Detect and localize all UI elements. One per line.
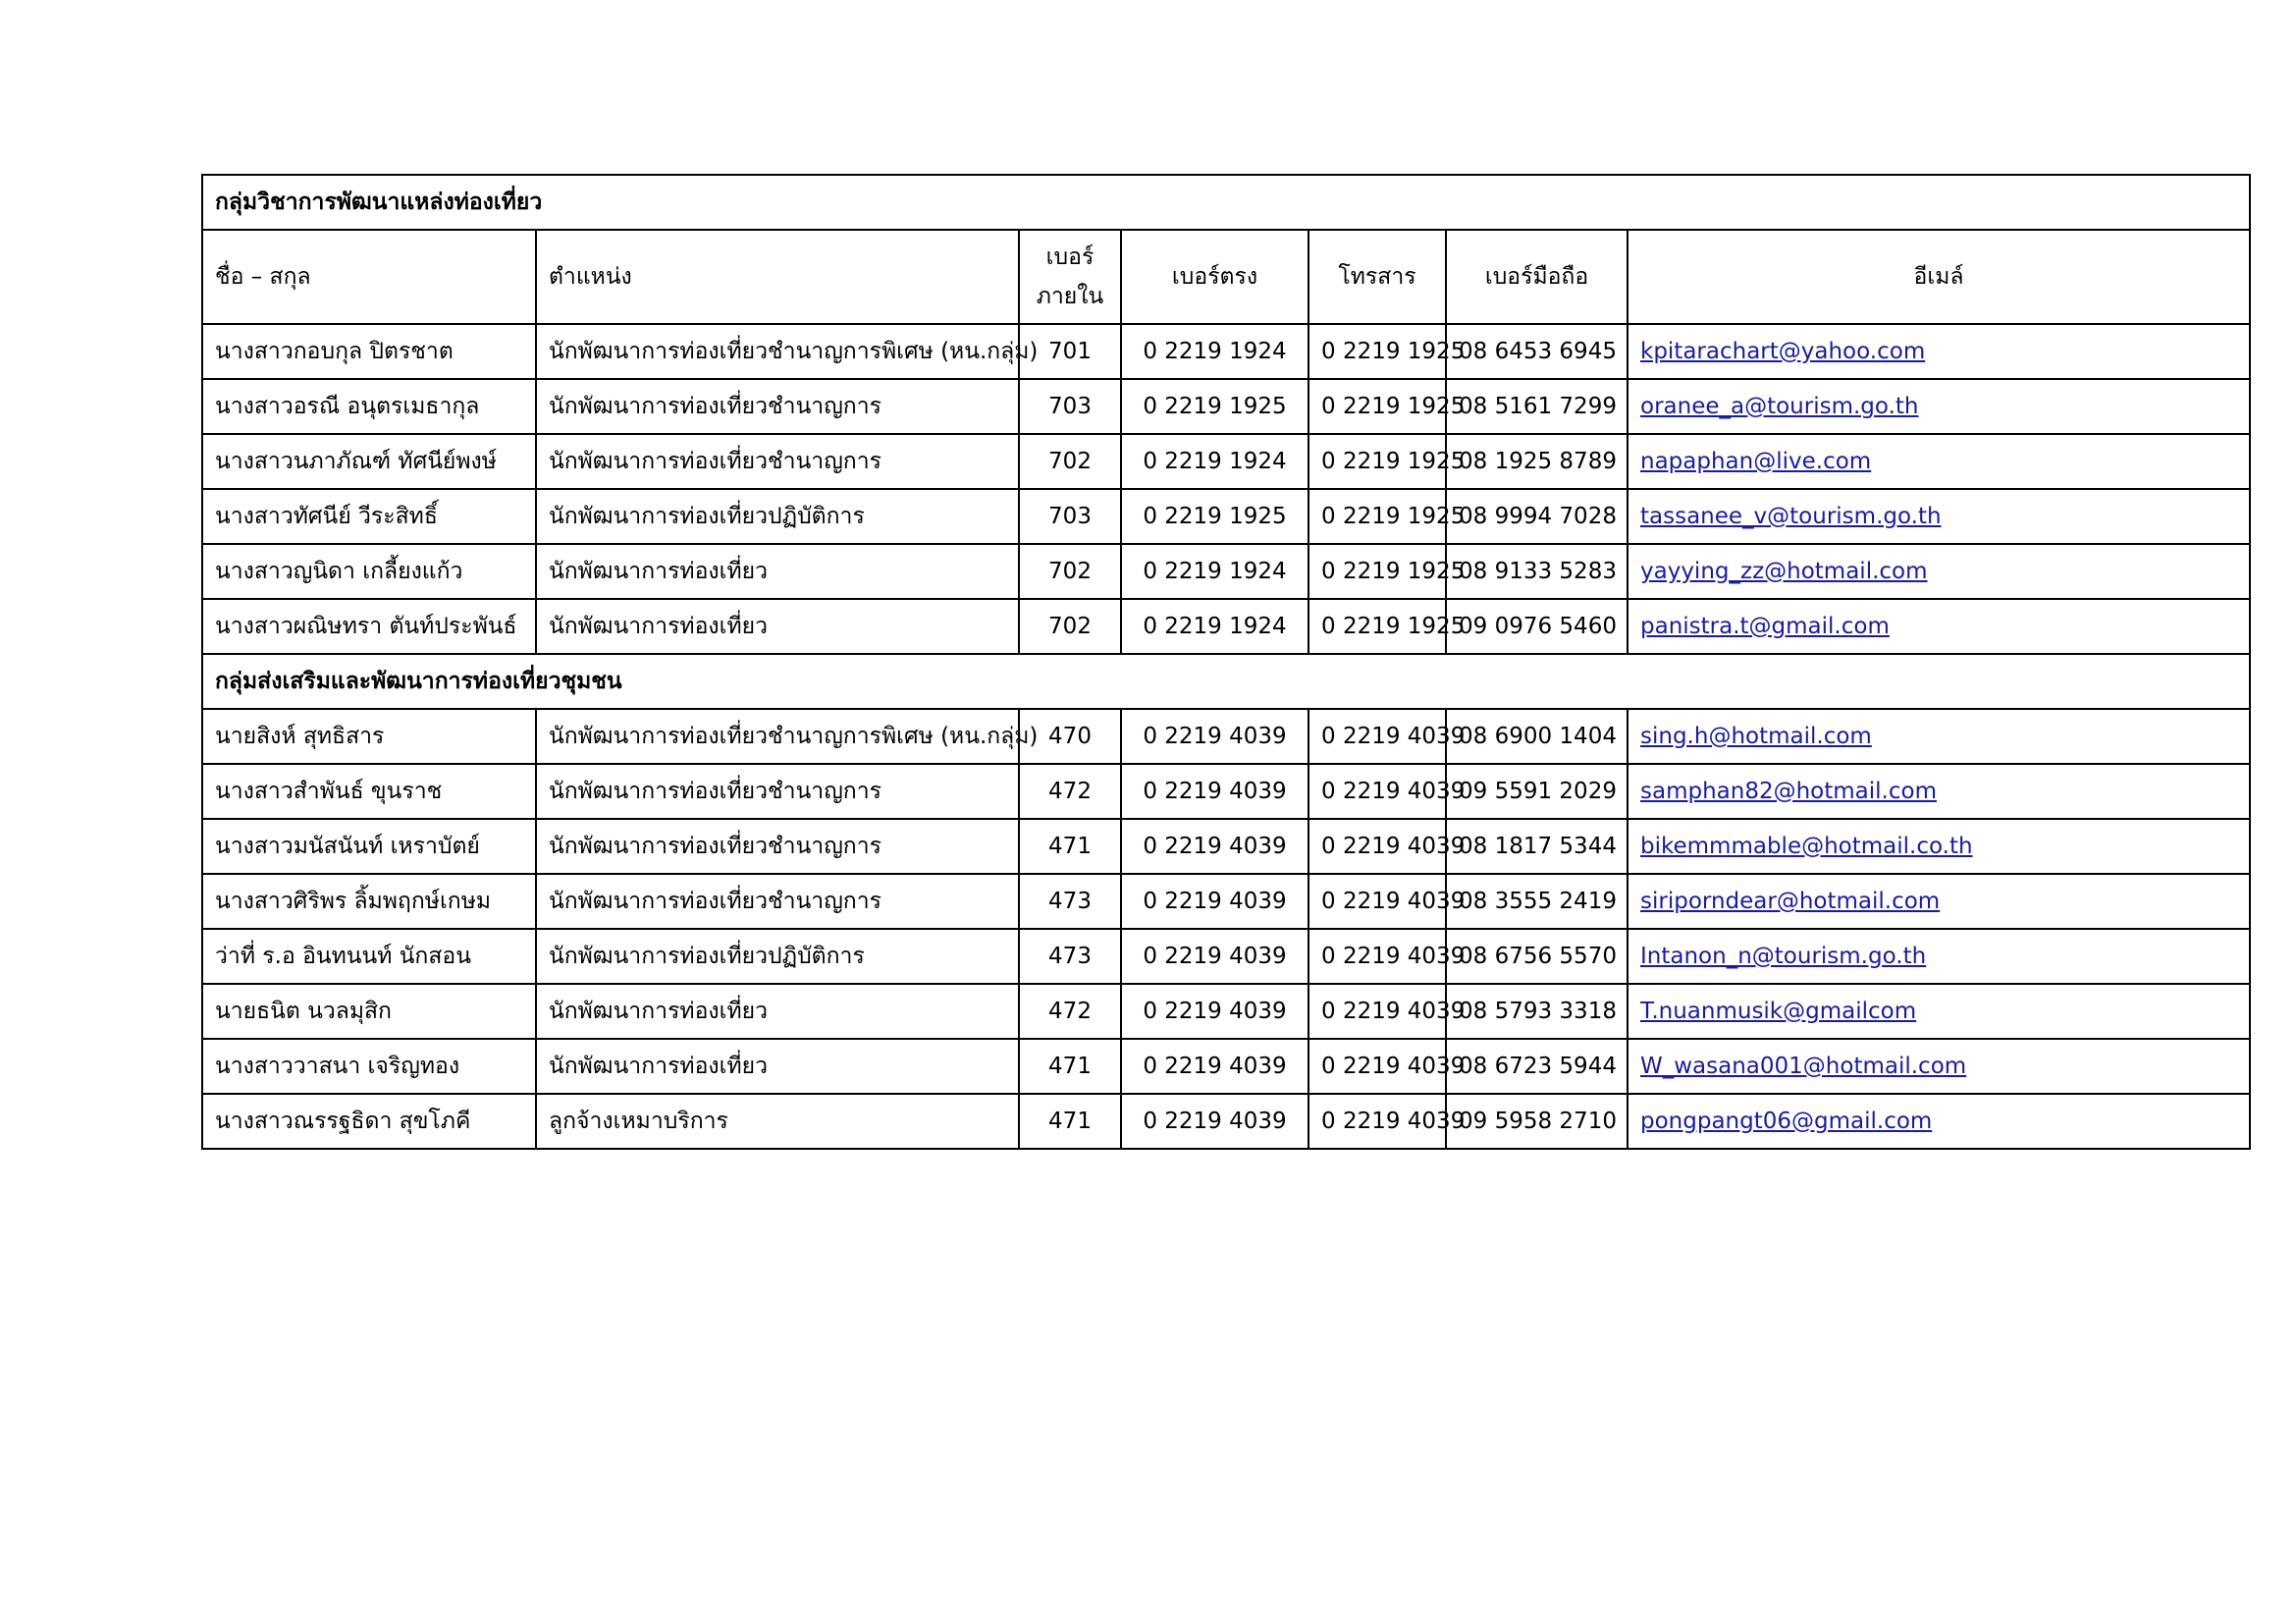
cell-name: นางสาวญนิดา เกลี้ยงแก้ว [202,544,536,599]
table-row [202,434,2250,489]
cell-mobile: 09 5591 2029 [1446,764,1628,819]
cell-email [1628,929,2250,984]
cell-direct-phone: 0 2219 4039 [1121,929,1308,984]
cell-email [1628,489,2250,544]
cell-mobile: 08 6756 5570 [1446,929,1628,984]
header-email: อีเมล์ [1628,230,2250,324]
cell-email [1628,709,2250,764]
cell-name: นางสาวผณิษทรา ตันท์ประพันธ์ [202,599,536,654]
cell-extension: 701 [1019,324,1121,379]
table-row [202,764,2250,819]
cell-extension: 702 [1019,599,1121,654]
table-row [202,324,2250,379]
cell-name: นางสาววาสนา เจริญทอง [202,1039,536,1094]
cell-fax: 0 2219 4039 [1308,929,1446,984]
cell-mobile: 08 6453 6945 [1446,324,1628,379]
email-link[interactable]: oranee_a@tourism.go.th [1640,394,1919,419]
cell-mobile: 08 1817 5344 [1446,819,1628,874]
cell-fax: 0 2219 4039 [1308,709,1446,764]
cell-extension: 702 [1019,434,1121,489]
cell-position: นักพัฒนาการท่องเที่ยวชำนาญการพิเศษ (หน.กลุ่ม) [536,709,1019,764]
cell-position: นักพัฒนาการท่องเที่ยวชำนาญการ [536,819,1019,874]
email-link[interactable]: kpitarachart@yahoo.com [1640,339,1926,364]
section-title: กลุ่มส่งเสริมและพัฒนาการท่องเที่ยวชุมชน [202,654,2250,709]
email-link[interactable]: samphan82@hotmail.com [1640,779,1937,804]
section-body-community [202,709,2250,1149]
cell-position: นักพัฒนาการท่องเที่ยวชำนาญการ [536,434,1019,489]
cell-position: นักพัฒนาการท่องเที่ยวชำนาญการ [536,764,1019,819]
cell-name: นางสาวมนัสนันท์ เหราบัตย์ [202,819,536,874]
header-position: ตำแหน่ง [536,230,1019,324]
cell-name: นางสาวอรณี อนุตรเมธากุล [202,379,536,434]
cell-email [1628,764,2250,819]
cell-extension: 473 [1019,929,1121,984]
section-title-row [202,654,2250,709]
email-link[interactable]: pongpangt06@gmail.com [1640,1109,1933,1134]
cell-email [1628,434,2250,489]
header-extension-line1: เบอร์ [1045,244,1095,270]
cell-position: นักพัฒนาการท่องเที่ยวปฏิบัติการ [536,489,1019,544]
cell-direct-phone: 0 2219 4039 [1121,1094,1308,1149]
cell-name: นางสาวณรรฐธิดา สุขโภคี [202,1094,536,1149]
cell-direct-phone: 0 2219 4039 [1121,819,1308,874]
cell-mobile: 08 3555 2419 [1446,874,1628,929]
cell-direct-phone: 0 2219 1925 [1121,489,1308,544]
cell-direct-phone: 0 2219 4039 [1121,709,1308,764]
table-row [202,1039,2250,1094]
header-fax: โทรสาร [1308,230,1446,324]
cell-name: ว่าที่ ร.อ อินทนนท์ นักสอน [202,929,536,984]
cell-direct-phone: 0 2219 4039 [1121,764,1308,819]
cell-mobile: 08 5793 3318 [1446,984,1628,1039]
table-row [202,489,2250,544]
cell-email [1628,379,2250,434]
header-name: ชื่อ – สกุล [202,230,536,324]
header-direct: เบอร์ตรง [1121,230,1308,324]
cell-extension: 472 [1019,984,1121,1039]
cell-name: นางสาวศิริพร ลิ้มพฤกษ์เกษม [202,874,536,929]
cell-fax: 0 2219 1925 [1308,489,1446,544]
email-link[interactable]: siriporndear@hotmail.com [1640,889,1941,914]
cell-email [1628,1094,2250,1149]
header-extension-line2: ภายใน [1036,284,1104,309]
cell-email [1628,599,2250,654]
cell-position: นักพัฒนาการท่องเที่ยว [536,599,1019,654]
cell-extension: 703 [1019,379,1121,434]
cell-mobile: 08 1925 8789 [1446,434,1628,489]
cell-extension: 470 [1019,709,1121,764]
cell-fax: 0 2219 4039 [1308,874,1446,929]
header-mobile: เบอร์มือถือ [1446,230,1628,324]
cell-extension: 471 [1019,1094,1121,1149]
cell-email [1628,544,2250,599]
cell-fax: 0 2219 1925 [1308,544,1446,599]
cell-position: นักพัฒนาการท่องเที่ยวชำนาญการ [536,379,1019,434]
email-link[interactable]: panistra.t@gmail.com [1640,614,1890,639]
cell-name: นายธนิต นวลมุสิก [202,984,536,1039]
table-row [202,984,2250,1039]
cell-fax: 0 2219 1925 [1308,324,1446,379]
email-link[interactable]: napaphan@live.com [1640,449,1872,474]
table-row [202,874,2250,929]
cell-name: นางสาวทัศนีย์ วีระสิทธิ์ [202,489,536,544]
cell-fax: 0 2219 4039 [1308,1039,1446,1094]
cell-email [1628,874,2250,929]
email-link[interactable]: bikemmmable@hotmail.co.th [1640,834,1973,859]
contact-table [201,174,2251,1150]
cell-fax: 0 2219 4039 [1308,984,1446,1039]
cell-direct-phone: 0 2219 1925 [1121,379,1308,434]
cell-fax: 0 2219 4039 [1308,764,1446,819]
table-row [202,379,2250,434]
cell-mobile: 08 5161 7299 [1446,379,1628,434]
email-link[interactable]: T.nuanmusik@gmailcom [1640,999,1917,1024]
table-row [202,544,2250,599]
cell-mobile: 09 5958 2710 [1446,1094,1628,1149]
table-row [202,1094,2250,1149]
cell-position: นักพัฒนาการท่องเที่ยวชำนาญการ [536,874,1019,929]
cell-email [1628,984,2250,1039]
email-link[interactable]: W_wasana001@hotmail.com [1640,1054,1967,1079]
email-link[interactable]: tassanee_v@tourism.go.th [1640,504,1942,529]
cell-mobile: 08 9133 5283 [1446,544,1628,599]
cell-mobile: 08 6900 1404 [1446,709,1628,764]
table-row [202,819,2250,874]
cell-name: นางสาวสำพันธ์ ขุนราช [202,764,536,819]
cell-fax: 0 2219 1925 [1308,434,1446,489]
cell-mobile: 09 0976 5460 [1446,599,1628,654]
cell-extension: 703 [1019,489,1121,544]
table-row [202,709,2250,764]
cell-extension: 702 [1019,544,1121,599]
cell-mobile: 08 9994 7028 [1446,489,1628,544]
cell-name: นายสิงห์ สุทธิสาร [202,709,536,764]
cell-position: นักพัฒนาการท่องเที่ยว [536,984,1019,1039]
cell-email [1628,819,2250,874]
cell-extension: 473 [1019,874,1121,929]
cell-extension: 472 [1019,764,1121,819]
cell-name: นางสาวนภาภัณฑ์ ทัศนีย์พงษ์ [202,434,536,489]
cell-position: นักพัฒนาการท่องเที่ยว [536,1039,1019,1094]
cell-direct-phone: 0 2219 4039 [1121,874,1308,929]
cell-fax: 0 2219 1925 [1308,599,1446,654]
cell-direct-phone: 0 2219 1924 [1121,599,1308,654]
cell-position: นักพัฒนาการท่องเที่ยว [536,544,1019,599]
table-header-row [202,230,2250,324]
cell-position: นักพัฒนาการท่องเที่ยวชำนาญการพิเศษ (หน.กลุ่ม) [536,324,1019,379]
cell-email [1628,324,2250,379]
cell-position: นักพัฒนาการท่องเที่ยวปฏิบัติการ [536,929,1019,984]
section-title-row [202,175,2250,230]
cell-email [1628,1039,2250,1094]
table-row [202,929,2250,984]
email-link[interactable]: sing.h@hotmail.com [1640,724,1872,749]
header-extension [1019,230,1121,324]
section-title: กลุ่มวิชาการพัฒนาแหล่งท่องเที่ยว [202,175,2250,230]
cell-extension: 471 [1019,819,1121,874]
cell-direct-phone: 0 2219 1924 [1121,324,1308,379]
table-row [202,599,2250,654]
email-link[interactable]: yayying_zz@hotmail.com [1640,559,1928,584]
cell-direct-phone: 0 2219 1924 [1121,434,1308,489]
cell-name: นางสาวกอบกุล ปิตรชาต [202,324,536,379]
cell-extension: 471 [1019,1039,1121,1094]
cell-position: ลูกจ้างเหมาบริการ [536,1094,1019,1149]
cell-fax: 0 2219 1925 [1308,379,1446,434]
cell-fax: 0 2219 4039 [1308,1094,1446,1149]
cell-fax: 0 2219 4039 [1308,819,1446,874]
section-body-development [202,324,2250,654]
cell-mobile: 08 6723 5944 [1446,1039,1628,1094]
email-link[interactable]: Intanon_n@tourism.go.th [1640,944,1927,969]
cell-direct-phone: 0 2219 4039 [1121,1039,1308,1094]
cell-direct-phone: 0 2219 4039 [1121,984,1308,1039]
cell-direct-phone: 0 2219 1924 [1121,544,1308,599]
